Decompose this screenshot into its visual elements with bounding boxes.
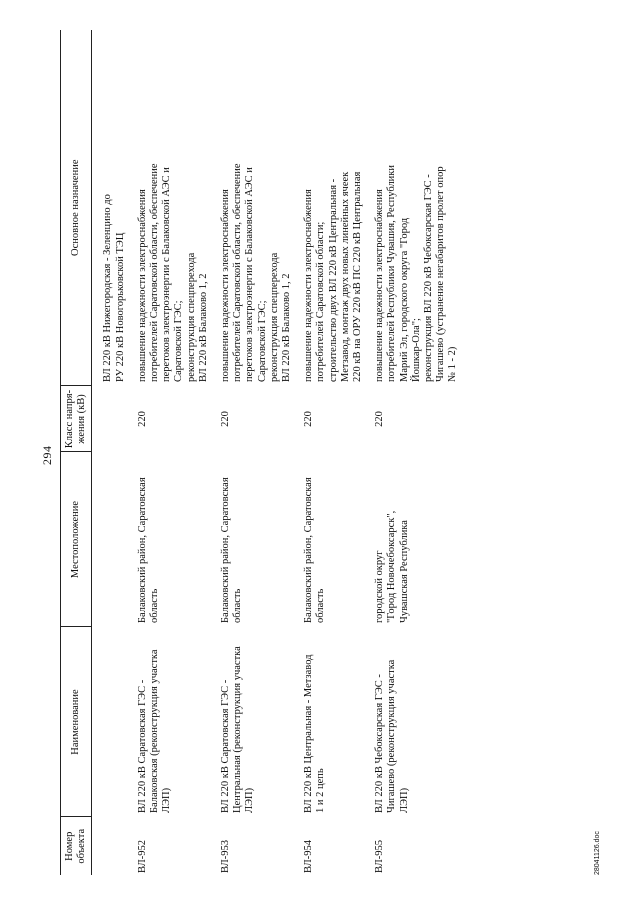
object-voltage: 220 — [220, 411, 232, 427]
header-number: Номер объекта — [61, 817, 92, 875]
object-number: ВЛ-954 — [303, 840, 315, 873]
object-name: ВЛ 220 кВ Чебоксарская ГЭС - Чигашево (реконструкция участка ЛЭП) — [374, 659, 410, 813]
lead-row — [92, 30, 133, 875]
header-voltage: Класс напря- жения (кВ) — [61, 386, 92, 452]
object-voltage: 220 — [136, 411, 148, 427]
object-location: Балаковский район, Саратовская область — [220, 477, 244, 623]
object-name: ВЛ 220 кВ Саратовская ГЭС - Центральная (реконструкция участка ЛЭП) — [220, 646, 256, 813]
object-name: ВЛ 220 кВ Центральная - Метзавод 1 и 2 цепь — [303, 654, 327, 813]
object-location: городской округ "Город Новочебоксарск", Чувашская Республика — [374, 510, 410, 623]
object-purpose: повышение надежности электроснабжения потребителей Республики Чувашия, Республики Марий Эл, городского округа "Город Йошкар-Ола"; реконструкция ВЛ 220 кВ Чебоксарская ГЭС - Чигашево (устранение негабаритов пролет опор № 1 - 2) — [374, 164, 459, 382]
object-voltage: 220 — [374, 411, 386, 427]
rotated-page — [40, 30, 610, 875]
header-purpose: Основное назначение — [61, 30, 92, 386]
object-location: Балаковский район, Саратовская область — [303, 477, 327, 623]
table-row — [299, 30, 370, 875]
object-purpose: повышение надежности электроснабжения потребителей Саратовской области; строительство двух ВЛ 220 кВ Центральная - Метзавод, монтаж двух новых линейных ячеек 220 кВ на ОРУ 220 кВ ПС 220 кВ Центральная — [303, 171, 364, 382]
object-number: ВЛ-953 — [220, 840, 232, 873]
table-row — [370, 30, 465, 875]
header-location: Местоположение — [61, 452, 92, 627]
object-voltage: 220 — [303, 411, 315, 427]
page-number: 294 — [40, 445, 54, 465]
footer-filename: 28041126.doc — [594, 831, 601, 875]
object-purpose: повышение надежности электроснабжения потребителей Саратовской области, обеспечение перетоков электроэнергии с Балаковской АЭС и Саратовской ГЭС; реконструкция спецперехода ВЛ 220 кВ Балаково 1, 2 — [220, 163, 293, 382]
header-name: Наименование — [61, 627, 92, 817]
object-location: Балаковский район, Саратовская область — [136, 477, 161, 623]
table-row — [216, 30, 299, 875]
object-name: ВЛ 220 кВ Саратовская ГЭС - Балаковская (реконструкция участка ЛЭП) — [136, 649, 173, 813]
lead-purpose: ВЛ 220 кВ Нижегородская - Зеленцино до РУ 220 кВ Новогорьковской ТЭЦ — [102, 194, 126, 382]
objects-table — [60, 30, 466, 875]
table-row — [133, 30, 216, 875]
object-purpose: повышение надежности электроснабжения потребителей Саратовской области, обеспечение перетоков электроэнергии с Балаковской АЭС и Саратовской ГЭС; реконструкция спецперехода ВЛ 220 кВ Балаково 1, 2 — [136, 163, 209, 382]
table-header-row — [61, 30, 92, 875]
object-number: ВЛ-955 — [374, 840, 386, 873]
object-number: ВЛ-952 — [136, 840, 148, 873]
